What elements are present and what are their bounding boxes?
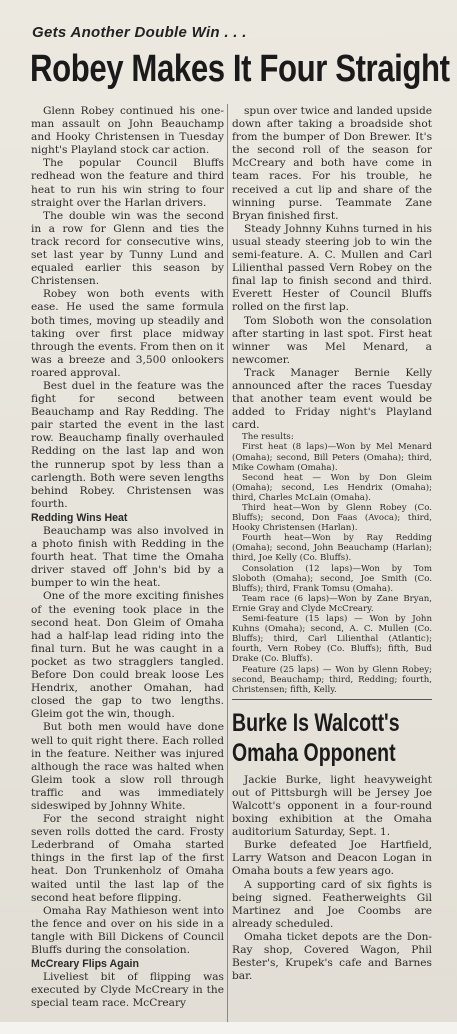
paragraph: Liveliest bit of flipping was executed by Clyde McCreary in the special team race. McCreary	[31, 971, 224, 1010]
paragraph: The double win was the second in a row for Glenn and ties the track record for consecutive wins, set last year by Tunny Lund and equaled earlier this season by Christensen.	[31, 209, 224, 288]
result-entry: First heat (8 laps)—Won by Mel Menard (Omaha); second, Bill Peters (Omaha); third, Mike Cowham (Omaha).	[232, 442, 432, 473]
race-results	[232, 432, 432, 694]
paragraph: spun over twice and landed upside down after taking a broadside shot from the bumper of Don Brewer. It's the second roll of the season for McCreary and both have come in team races. For his trouble, he received a cut lip and share of the winning purse. Teammate Zane Bryan finished first.	[232, 105, 432, 222]
paragraph: Tom Sloboth won the consolation after starting in last spot. First heat winner was Mel Menard, a newcomer.	[232, 314, 432, 366]
result-entry: Third heat—Won by Glenn Robey (Co. Bluffs); second, Don Faas (Avoca); third, Hooky Christensen (Harlan).	[232, 503, 432, 534]
paragraph: For the second straight night seven rolls dotted the card. Frosty Lederbrand of Omaha started things in the first lap of the first heat. Don Trunkenholz of Omaha waited until the last lap of the second heat before flipping.	[31, 813, 224, 904]
paragraph: Omaha ticket depots are the Don-Ray shop, Covered Wagon, Phil Bester's, Krupek's cafe and Barnes bar.	[232, 930, 432, 983]
paragraph: Track Manager Bernie Kelly announced after the races Tuesday that another team event would be added to Friday night's Playland card.	[232, 366, 432, 432]
paragraph: But both men would have done well to quit right there. Each rolled in the feature. Neither was injured although the race was halted when Gleim took a slow roll through traffic and was immediately sideswiped by Johnny White.	[31, 721, 224, 812]
left-column	[31, 105, 224, 1010]
paragraph: Jackie Burke, light heavyweight out of Pittsburgh will be Jersey Joe Walcott's opponent in a four-round boxing exhibition at the Omaha auditorium Saturday, Sept. 1.	[232, 773, 432, 839]
torn-edge	[0, 1022, 457, 1034]
right-column	[232, 105, 432, 983]
article-kicker: Gets Another Double Win . . .	[32, 24, 247, 41]
results-label: The results:	[242, 432, 294, 443]
paragraph: Burke defeated Joe Hartfield, Larry Watson and Deacon Logan in Omaha bouts a few years ago.	[232, 839, 432, 878]
secondary-headline	[232, 708, 400, 768]
result-entry: Second heat — Won by Don Gleim (Omaha); second, Les Hendrix (Omaha); third, Charles McLain (Omaha).	[232, 472, 432, 503]
paragraph: Glenn Robey continued his one-man assault on John Beauchamp and Hooky Christensen in Tuesday night's Playland stock car action.	[31, 105, 224, 157]
subheading: McCreary Flips Again	[31, 958, 139, 971]
article-headline: Robey Makes It Four Straight	[30, 48, 450, 90]
headline-line: Burke Is Walcott's	[232, 708, 400, 737]
result-entry: Feature (25 laps) — Won by Glenn Robey; second, Beauchamp; third, Redding; fourth, Christensen; fifth, Kelly.	[232, 664, 432, 695]
paragraph: Robey won both events with ease. He used the same formula both times, moving up steadily and taking over first place midway through the events. From then on it was a breeze and 3,500 onlookers roared approval.	[31, 288, 224, 379]
paragraph: The popular Council Bluffs redhead won the feature and third heat to run his win string to four straight over the Harlan drivers.	[31, 157, 224, 209]
paragraph: Omaha Ray Mathieson went into the fence and over on his side in a tangle with Bill Dickens of Council Bluffs during the consolation.	[31, 904, 224, 956]
section-divider	[232, 699, 432, 700]
paragraph: A supporting card of six fights is being signed. Featherweights Gil Martinez and Joe Coombs are already scheduled.	[232, 878, 432, 930]
headline-line: Omaha Opponent	[232, 738, 396, 767]
paragraph: Steady Johnny Kuhns turned in his usual steady steering job to win the semi-feature. A. C. Mullen and Carl Lilienthal passed Vern Robey on the final lap to finish second and third. Everett Hester of Council Bluffs rolled on the first lap.	[232, 222, 432, 314]
result-entry: Consolation (12 laps)—Won by Tom Sloboth (Omaha); second, Joe Smith (Co. Bluffs); third, Frank Tomsu (Omaha).	[232, 563, 432, 594]
paragraph: Beauchamp was also involved in a photo finish with Redding in the fourth heat. That time the Omaha driver staved off John's bid by a bumper to win the heat.	[31, 525, 224, 590]
result-entry: Fourth heat—Won by Ray Redding (Omaha); second, John Beauchamp (Harlan); third, Joe Kelly (Co. Bluffs).	[232, 533, 432, 564]
result-entry: Semi-feature (15 laps) — Won by John Kuhns (Omaha); second, A. C. Mullen (Co. Bluffs); third, Carl Lilienthal (Atlantic); fourth, Vern Robey (Co. Bluffs); fifth, Bud Drake (Co. Bluffs).	[232, 614, 432, 665]
subheading: Redding Wins Heat	[31, 511, 128, 524]
result-entry: Team race (6 laps)—Won by Zane Bryan, Ernie Gray and Clyde McCreary.	[232, 593, 432, 614]
paragraph: One of the more exciting finishes of the evening took place in the second heat. Don Gleim of Omaha had a half-lap lead riding into the final turn. But he was caught in a pocket as two stragglers tangled. Before Don could break loose Les Hendrix, another Omahan, had closed the gap to two lengths. Gleim got the win, though.	[31, 590, 224, 721]
paragraph: Best duel in the feature was the fight for second between Beauchamp and Ray Redding. The pair started the event in the last row. Beauchamp finally overhauled Redding on the last lap and won the runnerup spot by less than a carlength. Both were seven lengths behind Robey. Christensen was fourth.	[31, 379, 224, 510]
column-divider	[227, 104, 228, 1024]
